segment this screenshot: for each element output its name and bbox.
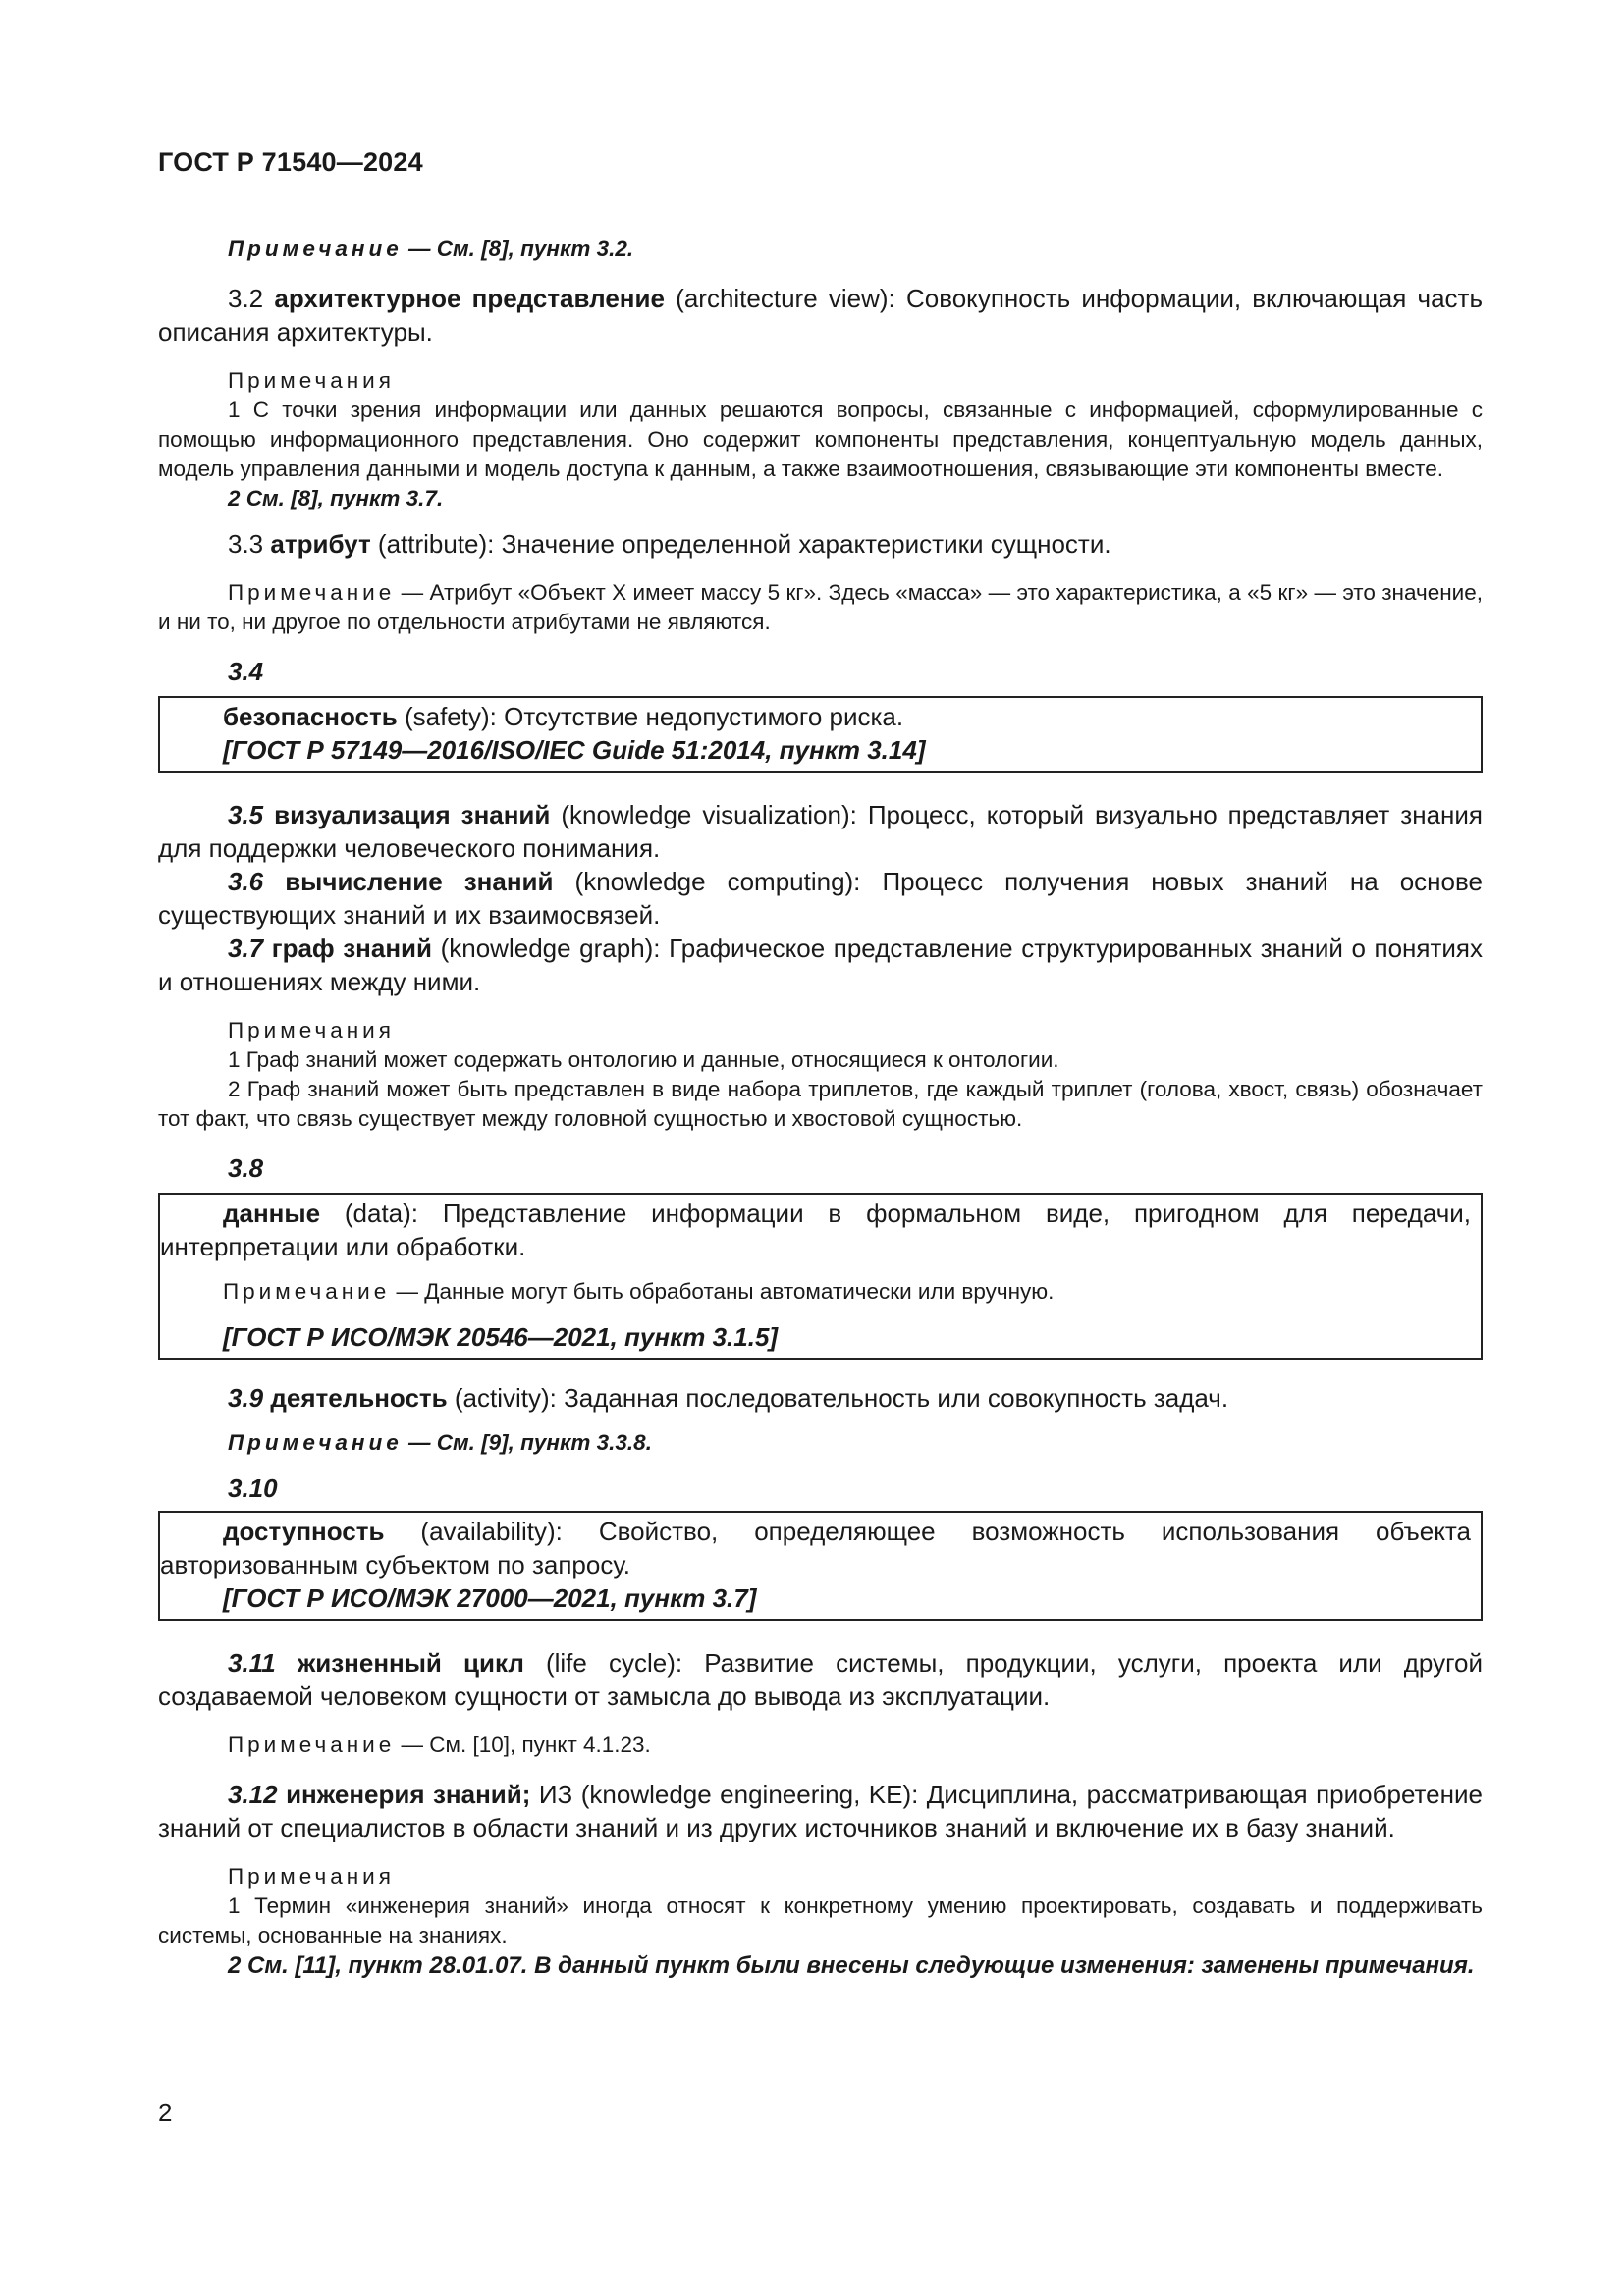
note-3-12-1: 1 Термин «инженерия знаний» иногда относят к конкретному умению проектировать, создавать и поддерживать системы, основанные на знаниях. xyxy=(158,1894,1483,1948)
term-name: данные xyxy=(223,1199,321,1228)
term-3-11: 3.11 жизненный цикл (life cycle): Развитие системы, продукции, услуги, проекта или другой создаваемой человеком сущности от замысла до вывода из эксплуатации. xyxy=(158,1648,1483,1711)
term-name: доступность xyxy=(223,1517,385,1546)
term-name: граф знаний xyxy=(271,934,433,963)
note-3-7-2: 2 Граф знаний может быть представлен в виде набора триплетов, где каждый триплет (голова, хвост, связь) обозначает тот факт, что связь существует между головной сущностью и хвостовой сущностью. xyxy=(158,1077,1483,1131)
reference-3-10: [ГОСТ Р ИСО/МЭК 27000—2021, пункт 3.7] xyxy=(223,1583,757,1613)
term-box-3-4 xyxy=(158,696,1483,773)
term-3-3: 3.3 атрибут (attribute): Значение определенной характеристики сущности. xyxy=(228,529,1111,559)
term-3-2: 3.2 архитектурное представление (architecture view): Совокупность информации, включающая часть описания архитектуры. xyxy=(158,284,1483,347)
note-3-8: Примечание — Данные могут быть обработаны автоматически или вручную. xyxy=(223,1279,1055,1304)
note-3-1: Примечание — См. [8], пункт 3.2. xyxy=(228,237,634,261)
term-3-6: 3.6 вычисление знаний (knowledge computing): Процесс получения новых знаний на основе существующих знаний и их взаимосвязей. xyxy=(158,867,1483,930)
term-number-3-8: 3.8 xyxy=(228,1153,264,1183)
term-3-9: 3.9 деятельность (activity): Заданная последовательность или совокупность задач. xyxy=(228,1383,1229,1413)
note-3-11: Примечание — См. [10], пункт 4.1.23. xyxy=(228,1733,651,1757)
term-name: атрибут xyxy=(270,529,371,559)
notes-label-3-12: Примечания xyxy=(228,1864,395,1889)
term-3-10: доступность (availability): Свойство, определяющее возможность использования объекта авторизованным субъектом по запросу. xyxy=(160,1517,1471,1579)
term-3-8: данные (data): Представление информации в формальном виде, пригодном для передачи, интерпретации или обработки. xyxy=(160,1199,1471,1261)
reference-3-4: [ГОСТ Р 57149—2016/ISO/IEC Guide 51:2014, пункт 3.14] xyxy=(223,735,926,765)
term-name: визуализация знаний xyxy=(274,800,551,829)
note-3-2-1: 1 С точки зрения информации или данных решаются вопросы, связанные с информацией, сформулированные с помощью информационного представления. Оно содержит компоненты представления, концептуальную модель данных, модель управления данными и модель доступа к данным, а также взаимоотношения, связывающие эти компоненты вместе. xyxy=(158,398,1483,481)
term-3-7: 3.7 граф знаний (knowledge graph): Графическое представление структурированных знаний о понятиях и отношениях между ними. xyxy=(158,934,1483,996)
term-name: инженерия знаний; xyxy=(286,1780,531,1809)
note-3-9: Примечание — См. [9], пункт 3.3.8. xyxy=(228,1430,652,1455)
page-number: 2 xyxy=(158,2098,173,2127)
term-number-3-10: 3.10 xyxy=(228,1473,278,1503)
note-3-7-1: 1 Граф знаний может содержать онтологию и данные, относящиеся к онтологии. xyxy=(228,1047,1059,1072)
note-3-12-2: 2 См. [11], пункт 28.01.07. В данный пункт были внесены следующие изменения: заменены примечания. xyxy=(228,1952,1475,1979)
term-name: деятельность xyxy=(270,1383,448,1413)
term-name: вычисление знаний xyxy=(285,867,554,896)
note-3-3: Примечание — Атрибут «Объект X имеет массу 5 кг». Здесь «масса» — это характеристика, а «5 кг» — это значение, и ни то, ни другое по отдельности атрибутами не являются. xyxy=(158,580,1483,634)
document-header: ГОСТ Р 71540—2024 xyxy=(158,147,423,177)
term-name: жизненный цикл xyxy=(297,1648,524,1678)
document-page xyxy=(158,147,1483,1981)
term-3-4: безопасность (safety): Отсутствие недопустимого риска. xyxy=(223,702,904,731)
term-box-3-10 xyxy=(158,1511,1483,1621)
term-name: безопасность xyxy=(223,702,398,731)
term-box-3-8 xyxy=(158,1193,1483,1360)
term-3-5: 3.5 визуализация знаний (knowledge visualization): Процесс, который визуально представляет знания для поддержки человеческого понимания. xyxy=(158,800,1483,863)
term-number-3-4: 3.4 xyxy=(228,657,264,686)
notes-label-3-2: Примечания xyxy=(228,368,395,393)
term-3-12: 3.12 инженерия знаний; ИЗ (knowledge engineering, KE): Дисциплина, рассматривающая приобретение знаний от специалистов в области знаний и из других источников знаний и включение их в базу знаний. xyxy=(158,1780,1483,1842)
reference-3-8: [ГОСТ Р ИСО/МЭК 20546—2021, пункт 3.1.5] xyxy=(223,1322,779,1352)
note-3-2-2: 2 См. [8], пункт 3.7. xyxy=(228,486,444,510)
term-name: архитектурное представление xyxy=(274,284,665,313)
notes-label-3-7: Примечания xyxy=(228,1018,395,1042)
